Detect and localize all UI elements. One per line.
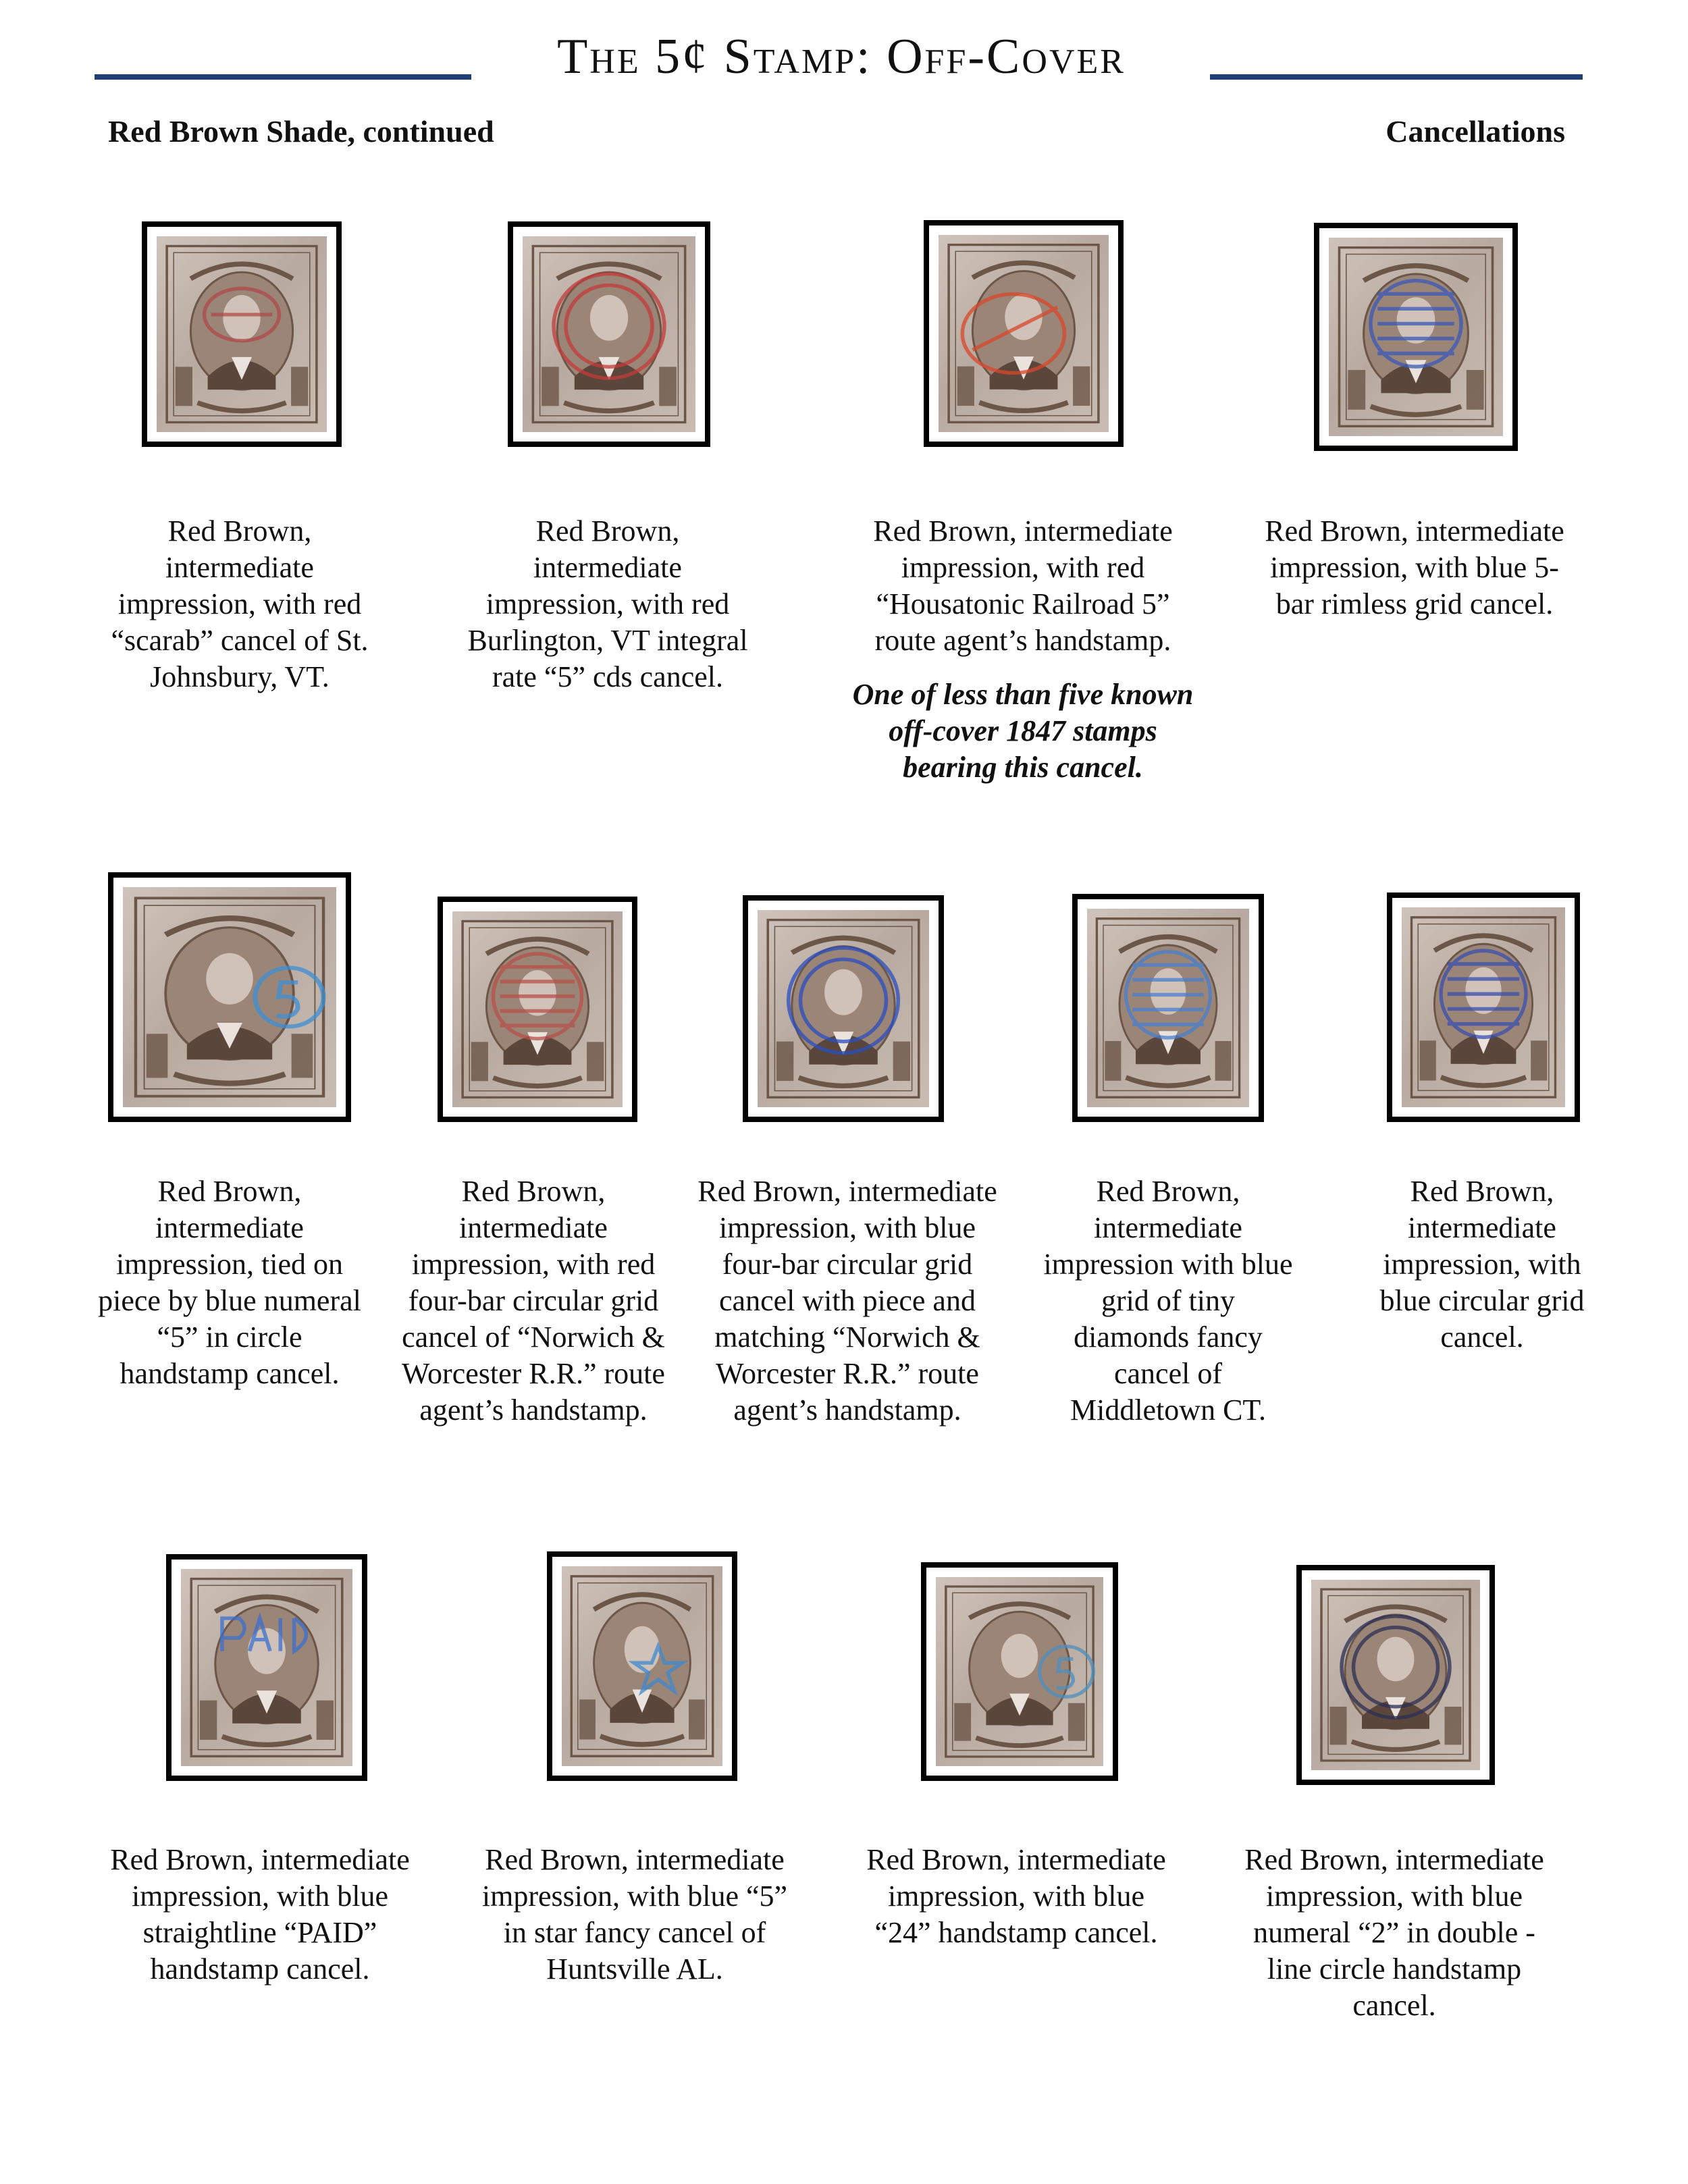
stamp-frame-9 bbox=[1387, 893, 1580, 1122]
stamp-frame-5 bbox=[108, 872, 351, 1122]
stamp-artwork bbox=[123, 887, 336, 1107]
stamp-frame-7 bbox=[743, 895, 944, 1122]
section-subtitle: Red Brown Shade, continued bbox=[108, 114, 494, 149]
stamp-image bbox=[758, 910, 929, 1107]
stamp-caption-13: Red Brown, intermediate impression, with blue numeral “2” in double -line circle handstamp cancel. bbox=[1244, 1843, 1544, 2022]
stamp-artwork bbox=[1087, 909, 1249, 1107]
stamp-artwork bbox=[562, 1566, 722, 1766]
cancel-mark bbox=[1371, 281, 1461, 367]
stamp-frame-8 bbox=[1072, 894, 1264, 1122]
rarity-note: One of less than five known off-cover 1847 stamps bearing this cancel. bbox=[852, 678, 1194, 784]
stamp-image bbox=[1402, 907, 1565, 1107]
section-label-cancellations: Cancellations bbox=[1386, 114, 1565, 149]
stamp-frame-10 bbox=[166, 1554, 367, 1781]
header-rule-right bbox=[1210, 74, 1583, 80]
stamp-artwork bbox=[936, 1577, 1103, 1766]
stamp-artwork bbox=[758, 910, 929, 1107]
stamp-frame-4 bbox=[1314, 223, 1518, 451]
stamp-artwork bbox=[1402, 907, 1565, 1107]
cancel-mark bbox=[1126, 952, 1211, 1038]
stamp-frame-12 bbox=[921, 1562, 1118, 1781]
stamp-image bbox=[181, 1569, 352, 1766]
stamp-caption-8: Red Brown, intermediate impression with blue grid of tiny diamonds fancy cancel of Middletown CT. bbox=[1043, 1175, 1293, 1427]
stamp-image bbox=[939, 235, 1109, 432]
stamp-frame-2 bbox=[508, 221, 710, 447]
stamp-caption-7: Red Brown, intermediate impression, with blue four-bar circular grid cancel with piece and matching “Norwich & Worcester R.R.” route agent’s handstamp. bbox=[697, 1175, 997, 1427]
stamp-caption-2: Red Brown, intermediate impression, with red Burlington, VT integral rate “5” cds cancel. bbox=[467, 514, 748, 693]
stamp-caption-10: Red Brown, intermediate impression, with blue straightline “PAID” handstamp cancel. bbox=[110, 1843, 410, 1986]
stamp-artwork bbox=[523, 236, 695, 432]
stamp-image bbox=[523, 236, 695, 432]
stamp-image bbox=[1311, 1580, 1480, 1770]
stamp-image bbox=[936, 1577, 1103, 1766]
stamp-image bbox=[1329, 238, 1503, 436]
stamp-frame-13 bbox=[1296, 1565, 1495, 1785]
stamp-image bbox=[562, 1566, 722, 1766]
stamp-frame-1 bbox=[142, 221, 342, 447]
stamp-caption-5: Red Brown, intermediate impression, tied on piece by blue numeral “5” in circle handstamp cancel. bbox=[98, 1175, 361, 1390]
stamp-image bbox=[452, 911, 623, 1107]
stamp-artwork bbox=[1329, 238, 1503, 436]
header-rule-left bbox=[95, 74, 471, 80]
stamp-caption-3: Red Brown, intermediate impression, with red “Housatonic Railroad 5” route agent’s handstamp. bbox=[873, 514, 1173, 657]
stamp-artwork bbox=[939, 235, 1109, 432]
stamp-image bbox=[123, 887, 336, 1107]
stamp-image bbox=[157, 236, 327, 432]
page-title: The 5¢ Stamp: Off-Cover bbox=[557, 29, 1126, 84]
stamp-frame-11 bbox=[547, 1551, 737, 1781]
stamp-frame-6 bbox=[438, 897, 637, 1122]
stamp-caption-12: Red Brown, intermediate impression, with blue “24” handstamp cancel. bbox=[866, 1843, 1166, 1949]
stamp-artwork bbox=[157, 236, 327, 432]
stamp-caption-4: Red Brown, intermediate impression, with blue 5-bar rimless grid cancel. bbox=[1265, 514, 1564, 620]
stamp-caption-6: Red Brown, intermediate impression, with red four-bar circular grid cancel of “Norwich & Worcester R.R.” route agent’s handstamp. bbox=[402, 1175, 665, 1427]
stamp-caption-9: Red Brown, intermediate impression, with blue circular grid cancel. bbox=[1379, 1175, 1585, 1354]
stamp-caption-11: Red Brown, intermediate impression, with blue “5” in star fancy cancel of Huntsville AL. bbox=[481, 1843, 788, 1986]
cancel-mark bbox=[493, 954, 581, 1039]
cancel-mark bbox=[1441, 951, 1526, 1037]
stamp-frame-3 bbox=[924, 220, 1124, 447]
stamp-artwork bbox=[181, 1569, 352, 1766]
stamp-artwork bbox=[452, 911, 623, 1107]
stamp-artwork bbox=[1311, 1580, 1480, 1770]
stamp-caption-1: Red Brown, intermediate impression, with red “scarab” cancel of St. Johnsbury, VT. bbox=[111, 514, 369, 693]
stamp-image bbox=[1087, 909, 1249, 1107]
